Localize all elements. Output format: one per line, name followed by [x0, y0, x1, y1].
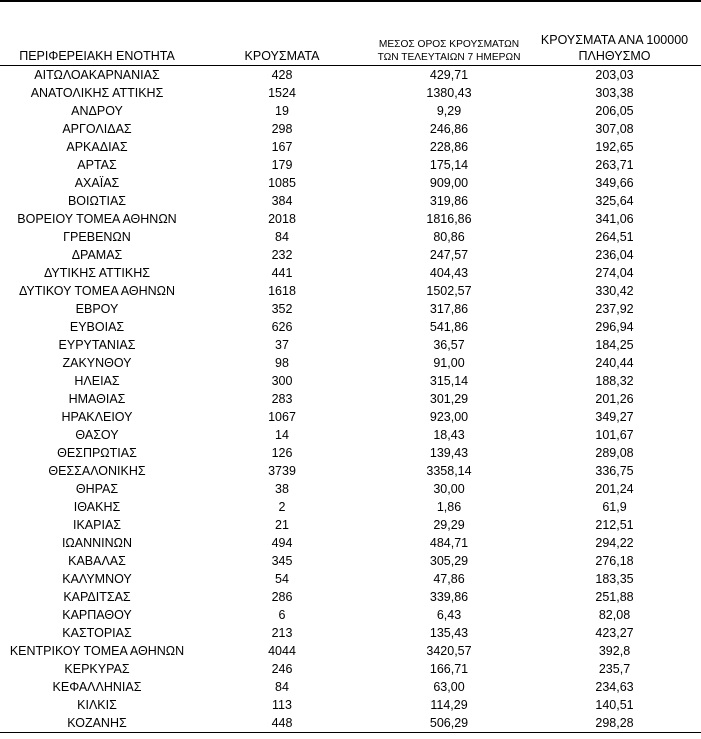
header-row: [0, 30, 701, 66]
cell-avg7: 80,86: [433, 230, 465, 244]
cell-avg7: 246,86: [429, 122, 469, 136]
cell-cases: 6: [278, 608, 286, 622]
cell-region: ΑΙΤΩΛΟΑΚΑΡΝΑΝΙΑΣ: [34, 68, 160, 82]
cell-avg7: 135,43: [429, 626, 469, 640]
table-row: [0, 624, 701, 642]
cell-per100k: 336,75: [595, 464, 634, 478]
cell-cases: 113: [272, 698, 292, 712]
table-row: [0, 696, 701, 714]
cell-cases: 126: [271, 446, 293, 460]
table-row: [0, 480, 701, 498]
table-row: [0, 588, 701, 606]
cell-per100k: 212,51: [595, 518, 634, 532]
cell-per100k: 294,22: [595, 536, 634, 550]
cell-avg7: 228,86: [429, 140, 469, 154]
cell-per100k: 237,92: [595, 302, 634, 316]
cell-cases: 283: [271, 392, 293, 406]
cell-avg7: 63,00: [433, 680, 465, 694]
table-row: [0, 552, 701, 570]
cell-cases: 1618: [268, 284, 296, 298]
cell-per100k: 263,71: [595, 158, 634, 172]
cell-avg7: 1,86: [436, 500, 462, 514]
cell-per100k: 206,05: [595, 104, 634, 118]
cell-cases: 298: [271, 122, 293, 136]
cell-region: ΘΗΡΑΣ: [75, 482, 119, 496]
cell-avg7: 139,43: [429, 446, 469, 460]
cell-region: ΗΛΕΙΑΣ: [74, 374, 120, 388]
cell-cases: 1085: [268, 176, 296, 190]
cell-region: ΚΑΡΔΙΤΣΑΣ: [63, 590, 131, 604]
cell-region: ΑΡΤΑΣ: [77, 158, 117, 172]
table-row: [0, 102, 701, 120]
cell-per100k: 330,42: [595, 284, 634, 298]
cell-avg7: 315,14: [429, 374, 469, 388]
cases-by-region-table: [0, 30, 701, 733]
table-row: [0, 462, 701, 480]
table-row: [0, 174, 701, 192]
cell-per100k: 235,7: [598, 662, 631, 676]
table-row: [0, 318, 701, 336]
table-row: [0, 408, 701, 426]
cell-region: ΚΑΛΥΜΝΟΥ: [62, 572, 132, 586]
cell-per100k: 289,08: [595, 446, 634, 460]
table-row: [0, 372, 701, 390]
table-row: [0, 426, 701, 444]
table-row: [0, 444, 701, 462]
header-avg7-line2: ΤΩΝ ΤΕΛΕΥΤΑΙΩΝ 7 ΗΜΕΡΩΝ: [377, 52, 521, 63]
header-region: [0, 30, 194, 66]
table-row: [0, 606, 701, 624]
table-row: [0, 264, 701, 282]
table-row: [0, 336, 701, 354]
header-cases-label: ΚΡΟΥΣΜΑΤΑ: [244, 49, 320, 63]
cell-cases: 384: [271, 194, 293, 208]
table-header: [0, 30, 701, 66]
cell-cases: 2: [278, 500, 286, 514]
cell-per100k: 325,64: [595, 194, 634, 208]
table-row: [0, 570, 701, 588]
cell-cases: 98: [275, 356, 289, 370]
cell-avg7: 404,43: [429, 266, 469, 280]
cell-per100k: 303,38: [595, 86, 634, 100]
cell-avg7: 429,71: [429, 68, 469, 82]
cell-cases: 300: [271, 374, 293, 388]
cell-per100k: 240,44: [595, 356, 634, 370]
header-per100k: [528, 30, 701, 66]
cell-cases: 448: [194, 714, 370, 733]
cell-cases: 1067: [268, 410, 296, 424]
cell-avg7: 339,86: [429, 590, 469, 604]
cell-avg7: 166,71: [429, 662, 469, 676]
cell-cases: 3739: [268, 464, 296, 478]
cell-region: ΚΕΦΑΛΛΗΝΙΑΣ: [52, 680, 142, 694]
table-row: [0, 210, 701, 228]
table-row: [0, 498, 701, 516]
cell-per100k: 183,35: [595, 572, 634, 586]
table-row: [0, 156, 701, 174]
cell-region: ΙΘΑΚΗΣ: [73, 500, 121, 514]
cell-region: ΘΕΣΣΑΛΟΝΙΚΗΣ: [48, 464, 146, 478]
cell-region: ΚΙΛΚΙΣ: [77, 698, 117, 712]
cell-per100k: 236,04: [595, 248, 634, 262]
cell-per100k: 140,51: [595, 698, 634, 712]
cell-per100k: 101,67: [595, 428, 634, 442]
cell-cases: 19: [275, 104, 289, 118]
cell-cases: 2018: [268, 212, 296, 226]
cell-region: ΑΝΔΡΟΥ: [71, 104, 123, 118]
cell-region: ΚΕΝΤΡΙΚΟΥ ΤΟΜΕΑ ΑΘΗΝΩΝ: [9, 644, 185, 658]
cell-region: ΚΕΡΚΥΡΑΣ: [64, 662, 130, 676]
cell-per100k: 298,28: [528, 714, 701, 733]
cell-region: ΑΡΚΑΔΙΑΣ: [66, 140, 128, 154]
table-row: [0, 660, 701, 678]
cell-avg7: 47,86: [433, 572, 465, 586]
cell-region: ΘΕΣΠΡΩΤΙΑΣ: [57, 446, 137, 460]
cell-cases: 167: [271, 140, 293, 154]
table-row: [0, 84, 701, 102]
header-avg7: [370, 30, 528, 66]
cell-region: ΓΡΕΒΕΝΩΝ: [63, 230, 131, 244]
cell-avg7: 506,29: [370, 714, 528, 733]
table-row: [0, 714, 701, 733]
cell-avg7: 29,29: [433, 518, 465, 532]
cell-cases: 428: [271, 68, 293, 82]
cell-avg7: 319,86: [429, 194, 469, 208]
table-body: [0, 66, 701, 733]
cell-avg7: 1502,57: [426, 284, 472, 298]
cell-region: ΚΟΖΑΝΗΣ: [0, 714, 194, 733]
cell-per100k: 264,51: [595, 230, 634, 244]
header-cases: [194, 30, 370, 66]
cell-avg7: 36,57: [433, 338, 465, 352]
cell-cases: 213: [271, 626, 293, 640]
header-region-label: ΠΕΡΙΦΕΡΕΙΑΚΗ ΕΝΟΤΗΤΑ: [19, 49, 175, 63]
cell-per100k: 392,8: [598, 644, 631, 658]
table-row: [0, 390, 701, 408]
cell-avg7: 9,29: [436, 104, 462, 118]
cell-per100k: 188,32: [595, 374, 634, 388]
cell-cases: 37: [275, 338, 289, 352]
cell-cases: 4044: [268, 644, 296, 658]
cell-region: ΕΒΡΟΥ: [75, 302, 119, 316]
table-row: [0, 354, 701, 372]
cell-cases: 1524: [268, 86, 296, 100]
table-row: [0, 678, 701, 696]
cell-per100k: 61,9: [602, 500, 627, 514]
cell-per100k: 192,65: [595, 140, 634, 154]
cell-region: ΗΜΑΘΙΑΣ: [68, 392, 126, 406]
cell-per100k: 82,08: [598, 608, 631, 622]
cell-region: ΔΥΤΙΚΟΥ ΤΟΜΕΑ ΑΘΗΝΩΝ: [18, 284, 176, 298]
cell-avg7: 3420,57: [426, 644, 472, 658]
table-row: [0, 282, 701, 300]
cell-avg7: 6,43: [436, 608, 462, 622]
cell-cases: 626: [271, 320, 293, 334]
cell-cases: 21: [275, 518, 289, 532]
cell-region: ΙΚΑΡΙΑΣ: [72, 518, 122, 532]
cell-cases: 441: [271, 266, 293, 280]
table-row: [0, 228, 701, 246]
table-row: [0, 642, 701, 660]
cell-avg7: 18,43: [433, 428, 465, 442]
cell-cases: 352: [271, 302, 293, 316]
cell-per100k: 274,04: [595, 266, 634, 280]
cell-cases: 232: [271, 248, 293, 262]
cell-region: ΕΥΒΟΙΑΣ: [69, 320, 125, 334]
cell-region: ΙΩΑΝΝΙΝΩΝ: [61, 536, 133, 550]
cell-avg7: 1380,43: [426, 86, 472, 100]
cell-cases: 14: [275, 428, 289, 442]
cell-cases: 179: [271, 158, 293, 172]
header-per100k-line2: ΠΛΗΘΥΣΜΟ: [578, 49, 651, 63]
cell-region: ΚΑΒΑΛΑΣ: [68, 554, 126, 568]
cell-cases: 286: [271, 590, 293, 604]
table-row: [0, 66, 701, 85]
cell-avg7: 484,71: [429, 536, 469, 550]
table-row: [0, 192, 701, 210]
cell-region: ΔΡΑΜΑΣ: [71, 248, 123, 262]
top-divider: [0, 0, 701, 2]
cell-per100k: 307,08: [595, 122, 634, 136]
header-avg7-line1: ΜΕΣΟΣ ΟΡΟΣ ΚΡΟΥΣΜΑΤΩΝ: [378, 39, 520, 50]
cell-per100k: 341,06: [595, 212, 634, 226]
cell-avg7: 3358,14: [426, 464, 472, 478]
cell-avg7: 175,14: [429, 158, 469, 172]
cell-avg7: 91,00: [433, 356, 465, 370]
cell-region: ΚΑΣΤΟΡΙΑΣ: [62, 626, 132, 640]
cell-per100k: 276,18: [595, 554, 634, 568]
cell-avg7: 317,86: [429, 302, 469, 316]
cell-avg7: 301,29: [429, 392, 469, 406]
table-row: [0, 300, 701, 318]
cell-per100k: 203,03: [595, 68, 634, 82]
cell-avg7: 1816,86: [426, 212, 472, 226]
cell-region: ΚΑΡΠΑΘΟΥ: [62, 608, 132, 622]
cell-region: ΑΡΓΟΛΙΔΑΣ: [62, 122, 132, 136]
cell-per100k: 423,27: [595, 626, 634, 640]
cell-cases: 494: [271, 536, 293, 550]
cell-per100k: 349,66: [595, 176, 634, 190]
cell-cases: 84: [275, 680, 289, 694]
cell-region: ΑΧΑΪΑΣ: [74, 176, 120, 190]
cell-avg7: 305,29: [429, 554, 469, 568]
table-row: [0, 534, 701, 552]
cell-avg7: 30,00: [433, 482, 465, 496]
cell-avg7: 541,86: [429, 320, 469, 334]
cell-region: ΔΥΤΙΚΗΣ ΑΤΤΙΚΗΣ: [44, 266, 150, 280]
cell-per100k: 251,88: [595, 590, 634, 604]
cell-cases: 345: [271, 554, 293, 568]
cell-cases: 38: [275, 482, 289, 496]
cell-per100k: 201,26: [595, 392, 634, 406]
cell-avg7: 114,29: [430, 698, 468, 712]
cell-cases: 54: [275, 572, 289, 586]
cell-region: ΕΥΡΥΤΑΝΙΑΣ: [58, 338, 136, 352]
cell-region: ΘΑΣΟΥ: [75, 428, 119, 442]
header-per100k-line1: ΚΡΟΥΣΜΑΤΑ ΑΝΑ 100000: [540, 33, 689, 47]
cell-region: ΑΝΑΤΟΛΙΚΗΣ ΑΤΤΙΚΗΣ: [30, 86, 164, 100]
table-row: [0, 246, 701, 264]
cell-per100k: 296,94: [595, 320, 634, 334]
cell-avg7: 923,00: [429, 410, 469, 424]
cell-avg7: 909,00: [429, 176, 469, 190]
cell-per100k: 184,25: [595, 338, 634, 352]
cell-region: ΒΟΙΩΤΙΑΣ: [67, 194, 127, 208]
cell-per100k: 201,24: [595, 482, 634, 496]
cell-region: ΒΟΡΕΙΟΥ ΤΟΜΕΑ ΑΘΗΝΩΝ: [17, 212, 177, 226]
table-row: [0, 138, 701, 156]
cell-cases: 84: [275, 230, 289, 244]
cell-avg7: 247,57: [429, 248, 469, 262]
cell-region: ΖΑΚΥΝΘΟΥ: [62, 356, 132, 370]
table-row: [0, 120, 701, 138]
cell-per100k: 234,63: [595, 680, 634, 694]
table-row: [0, 516, 701, 534]
cell-per100k: 349,27: [595, 410, 634, 424]
cell-region: ΗΡΑΚΛΕΙΟΥ: [61, 410, 133, 424]
cell-cases: 246: [271, 662, 293, 676]
